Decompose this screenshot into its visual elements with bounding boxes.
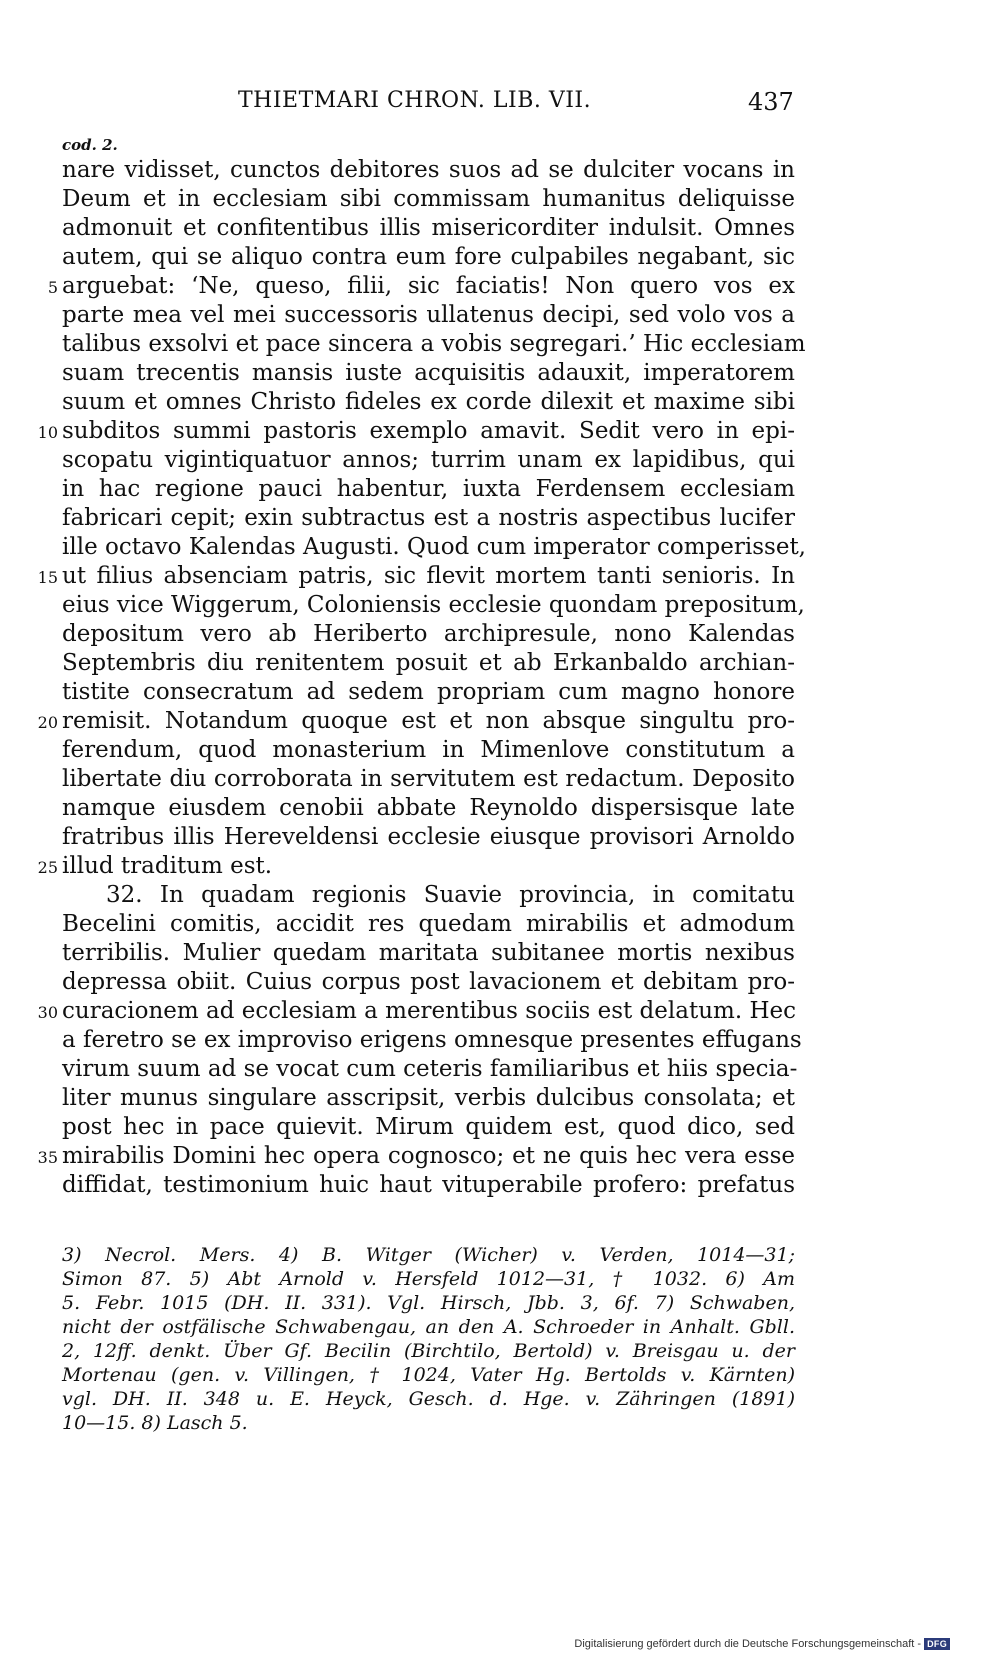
text-line <box>47 272 795 301</box>
text-line <box>62 475 795 504</box>
line-text: scopatu vigintiquatuor annos; turrim unam ex lapidibus, qui <box>62 447 795 473</box>
footnote-line: 5. Febr. 1015 (DH. II. 331). Vgl. Hirsch, Jbb. 3, 6f. 7) Schwaben, <box>62 1292 795 1314</box>
text-line <box>62 939 795 968</box>
line-number: 15 <box>37 568 58 587</box>
text-line <box>62 1055 798 1084</box>
line-text: ut filius absenciam patris, sic flevit mortem tanti senioris. In <box>62 563 795 589</box>
text-line <box>62 301 795 330</box>
credit-text: Digitalisierung gefördert durch die Deutsche Forschungsgemeinschaft - <box>574 1638 922 1650</box>
footnote-line: 10—15. 8) Lasch 5. <box>62 1412 248 1434</box>
line-text: diffidat, testimonium huic haut vituperabile profero: prefatus <box>62 1172 795 1198</box>
text-line <box>37 417 795 446</box>
text-line <box>62 359 795 388</box>
text-line <box>62 1026 802 1055</box>
footnote-line: vgl. DH. II. 348 u. E. Heyck, Gesch. d. Hge. v. Zähringen (1891) <box>62 1388 795 1410</box>
line-text: tistite consecratum ad sedem propriam cum magno honore <box>62 679 795 705</box>
line-text: talibus exsolvi et pace sincera a vobis segregari.’ Hic ecclesiam <box>62 331 806 357</box>
digitization-credit <box>574 1638 950 1650</box>
line-number: 20 <box>37 713 58 732</box>
line-text: ille octavo Kalendas Augusti. Quod cum imperator comperisset, <box>62 534 806 560</box>
text-line <box>62 243 795 272</box>
text-line <box>62 388 795 417</box>
text-line <box>62 1084 795 1113</box>
text-line <box>62 765 795 794</box>
line-text: nare vidisset, cunctos debitores suos ad se dulciter vocans in <box>62 157 795 183</box>
text-line <box>62 823 795 852</box>
text-line <box>62 214 795 243</box>
line-text: post hec in pace quievit. Mirum quidem est, quod dico, sed <box>62 1114 795 1140</box>
line-text: fabricari cepit; exin subtractus est a nostris aspectibus lucifer <box>62 505 795 531</box>
line-text: in hac regione pauci habentur, iuxta Ferdensem ecclesiam <box>62 476 795 502</box>
footnote-line: Mortenau (gen. v. Villingen, † 1024, Vater Hg. Bertolds v. Kärnten) <box>62 1364 795 1386</box>
line-text: a feretro se ex improviso erigens omnesque presentes effugans <box>62 1027 802 1053</box>
text-line <box>62 1171 795 1200</box>
main-text-body <box>37 156 806 1200</box>
line-text: subditos summi pastoris exemplo amavit. Sedit vero in epi- <box>62 418 795 444</box>
text-line <box>37 707 795 736</box>
text-line <box>62 678 795 707</box>
footnote-line: 2, 12ff. denkt. Über Gf. Becilin (Birchtilo, Bertold) v. Breisgau u. der <box>62 1340 795 1362</box>
text-line <box>62 446 795 475</box>
dfg-logo: DFG <box>924 1638 950 1650</box>
line-text: autem, qui se aliquo contra eum fore culpabiles negabant, sic <box>62 244 795 270</box>
text-line <box>37 852 795 881</box>
line-text: Septembris diu renitentem posuit et ab Erkanbaldo archian- <box>62 650 795 676</box>
text-line <box>62 533 806 562</box>
line-text: fratribus illis Hereveldensi ecclesie eiusque provisori Arnoldo <box>62 824 795 850</box>
text-line <box>62 591 805 620</box>
text-line <box>62 881 795 910</box>
codex-note: cod. 2. <box>62 136 118 154</box>
line-text: liter munus singulare asscripsit, verbis dulcibus consolata; et <box>62 1085 795 1111</box>
line-text: curacionem ad ecclesiam a merentibus sociis est delatum. Hec <box>62 998 796 1024</box>
footnote-line: nicht der ostfälische Schwabengau, an den A. Schroeder in Anhalt. Gbll. <box>62 1316 795 1338</box>
text-line <box>37 1142 795 1171</box>
line-text: depressa obiit. Cuius corpus post lavacionem et debitam pro- <box>62 969 795 995</box>
line-number: 5 <box>47 278 58 297</box>
line-text: ferendum, quod monasterium in Mimenlove constitutum a <box>62 737 795 763</box>
line-number: 25 <box>37 858 58 877</box>
line-text: remisit. Notandum quoque est et non absque singultu pro- <box>62 708 795 734</box>
footnote-line: Simon 87. 5) Abt Arnold v. Hersfeld 1012—31, † 1032. 6) Am <box>62 1268 795 1290</box>
line-text: suum et omnes Christo fideles ex corde dilexit et maxime sibi <box>62 389 795 415</box>
text-line <box>62 736 795 765</box>
text-line <box>62 330 806 359</box>
line-text: admonuit et confitentibus illis misericorditer indulsit. Omnes <box>62 215 795 241</box>
line-text: libertate diu corroborata in servitutem est redactum. Deposito <box>62 766 795 792</box>
text-line <box>62 1113 795 1142</box>
text-line <box>62 968 795 997</box>
line-number: 10 <box>37 423 58 442</box>
line-text: arguebat: ‘Ne, queso, filii, sic faciatis! Non quero vos ex <box>62 273 795 299</box>
line-text: mirabilis Domini hec opera cognosco; et ne quis hec vera esse <box>62 1143 795 1169</box>
text-line <box>62 620 795 649</box>
page-number: 437 <box>748 88 794 116</box>
running-header-title: THIETMARI CHRON. LIB. VII. <box>238 88 592 113</box>
line-text: Deum et in ecclesiam sibi commissam humanitus deliquisse <box>62 186 795 212</box>
text-line <box>62 910 795 939</box>
line-text: suam trecentis mansis iuste acquisitis adauxit, imperatorem <box>62 360 795 386</box>
line-text: terribilis. Mulier quedam maritata subitanee mortis nexibus <box>62 940 795 966</box>
line-text: parte mea vel mei successoris ullatenus decipi, sed volo vos a <box>62 302 795 328</box>
text-line <box>62 794 795 823</box>
text-line <box>62 156 795 185</box>
line-text: namque eiusdem cenobii abbate Reynoldo dispersisque late <box>62 795 795 821</box>
line-text: Becelini comitis, accidit res quedam mirabilis et admodum <box>62 911 795 937</box>
text-line <box>37 562 795 591</box>
text-line <box>62 649 795 678</box>
footnotes <box>62 1243 795 1435</box>
line-text: 32. In quadam regionis Suavie provincia, in comitatu <box>106 882 795 908</box>
text-line <box>62 185 795 214</box>
line-number: 30 <box>37 1003 58 1022</box>
line-text: eius vice Wiggerum, Coloniensis ecclesie quondam prepositum, <box>62 592 805 618</box>
line-text: illud traditum est. <box>62 853 273 879</box>
line-text: virum suum ad se vocat cum ceteris familiaribus et hiis specia- <box>62 1056 798 1082</box>
text-line <box>37 997 796 1026</box>
footnote-line: 3) Necrol. Mers. 4) B. Witger (Wicher) v. Verden, 1014—31; <box>62 1244 795 1266</box>
line-text: depositum vero ab Heriberto archipresule, nono Kalendas <box>62 621 795 647</box>
line-number: 35 <box>37 1148 58 1167</box>
text-line <box>62 504 795 533</box>
